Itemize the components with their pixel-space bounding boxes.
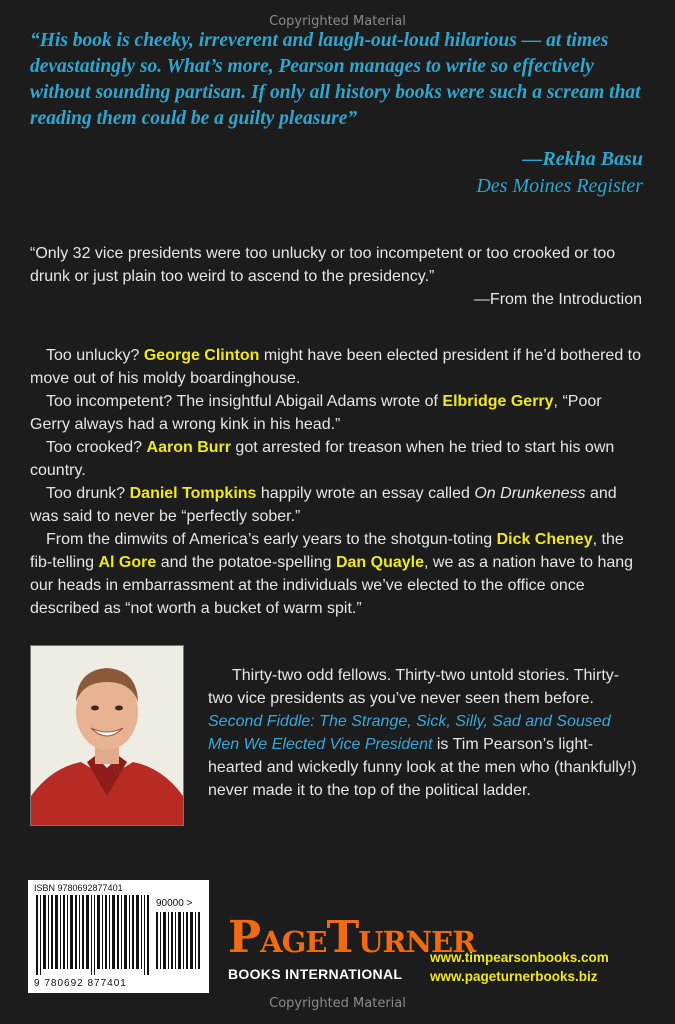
name-daniel-tompkins: Daniel Tompkins xyxy=(129,485,257,502)
text-run: Too crooked? xyxy=(46,439,147,456)
author-blurb-text xyxy=(208,664,642,802)
review-quote-text: “His book is cheeky, irreverent and laugh-out-loud hilarious — at times devastatingly so. What’s more, Pearson manages to write so effectively without sounding partisan. If only all history books were such a scream that reading them could be a guilty pleasure” xyxy=(30,30,641,129)
publisher-subtitle: BOOKS INTERNATIONAL xyxy=(228,966,403,982)
paragraph-dimwits xyxy=(30,528,642,620)
logo-p: P xyxy=(228,912,261,963)
text-run: , “Poor Gerry always had a wrong kink in his head.” xyxy=(30,393,602,433)
author-portrait-icon xyxy=(31,646,183,825)
name-elbridge-gerry: Elbridge Gerry xyxy=(442,393,554,410)
text-run: , the fib-telling xyxy=(30,531,624,571)
name-george-clinton: George Clinton xyxy=(143,347,260,364)
author-blurb xyxy=(208,664,642,802)
url-pageturnerbooks[interactable]: www.pageturnerbooks.biz xyxy=(430,969,598,984)
url-timpearsonbooks[interactable]: www.timpearsonbooks.com xyxy=(430,950,609,965)
copyright-watermark-bottom: Copyrighted Material xyxy=(269,996,406,1011)
barcode-digits: 9 780692 877401 xyxy=(34,978,127,989)
text-run: Thirty-two odd fellows. Thirty-two untold stories. Thirty-two vice presidents as you’ve never seen them before. xyxy=(208,667,620,707)
review-quote xyxy=(30,28,645,132)
text-run: and was said to never be “perfectly sober.” xyxy=(30,485,617,525)
paragraph-unlucky xyxy=(30,344,642,390)
text-run: Too drunk? xyxy=(46,485,130,502)
barcode xyxy=(28,880,209,993)
text-run: and the potatoe-spelling xyxy=(156,554,336,571)
text-run: is Tim Pearson’s light-hearted and wickedly funny look at the men who (thankfully!) never made it to the top of the political ladder. xyxy=(208,736,637,799)
essay-title: On Drunkeness xyxy=(474,485,586,502)
copyright-watermark-top: Copyrighted Material xyxy=(269,14,406,29)
publisher-logo xyxy=(228,912,476,963)
price-code: 90000 > xyxy=(156,898,193,909)
author-photo xyxy=(30,645,184,826)
logo-t: T xyxy=(326,912,359,963)
review-publication: Des Moines Register xyxy=(476,175,643,197)
text-run: might have been elected president if he’d bothered to move out of his moldy boardinghouse. xyxy=(30,347,641,387)
intro-quote-text: “Only 32 vice presidents were too unlucky or too incompetent or too crooked or too drunk or just plain too weird to ascend to the presidency.” xyxy=(30,245,616,285)
paragraph-drunk xyxy=(30,482,642,528)
description xyxy=(30,344,642,620)
text-run: Too incompetent? The insightful Abigail Adams wrote of xyxy=(46,393,443,410)
isbn-label: ISBN 9780692877401 xyxy=(34,883,123,893)
logo-turner-rest: URNER xyxy=(358,925,476,959)
name-al-gore: Al Gore xyxy=(98,554,157,571)
text-run: From the dimwits of America’s early years to the shotgun-toting xyxy=(46,531,497,548)
paragraph-incompetent xyxy=(30,390,642,436)
barcode-bars-icon xyxy=(28,880,209,993)
paragraph-crooked xyxy=(30,436,642,482)
book-title: Second Fiddle: The Strange, Sick, Silly, Sad and Soused Men We Elected Vice President xyxy=(208,713,611,753)
intro-quote xyxy=(30,242,642,311)
name-dan-quayle: Dan Quayle xyxy=(335,554,424,571)
review-author: —Rekha Basu xyxy=(522,148,643,170)
name-dick-cheney: Dick Cheney xyxy=(496,531,593,548)
text-run: , we as a nation have to hang our heads in embarrassment at the individuals we’ve elected to the office once described as “not worth a bucket of warm spit.” xyxy=(30,554,634,617)
name-aaron-burr: Aaron Burr xyxy=(146,439,231,456)
text-run: Too unlucky? xyxy=(46,347,144,364)
intro-source: —From the Introduction xyxy=(473,291,642,308)
text-run: got arrested for treason when he tried to start his own country. xyxy=(30,439,615,479)
text-run: happily wrote an essay called xyxy=(256,485,475,502)
logo-page-rest: AGE xyxy=(260,925,327,959)
